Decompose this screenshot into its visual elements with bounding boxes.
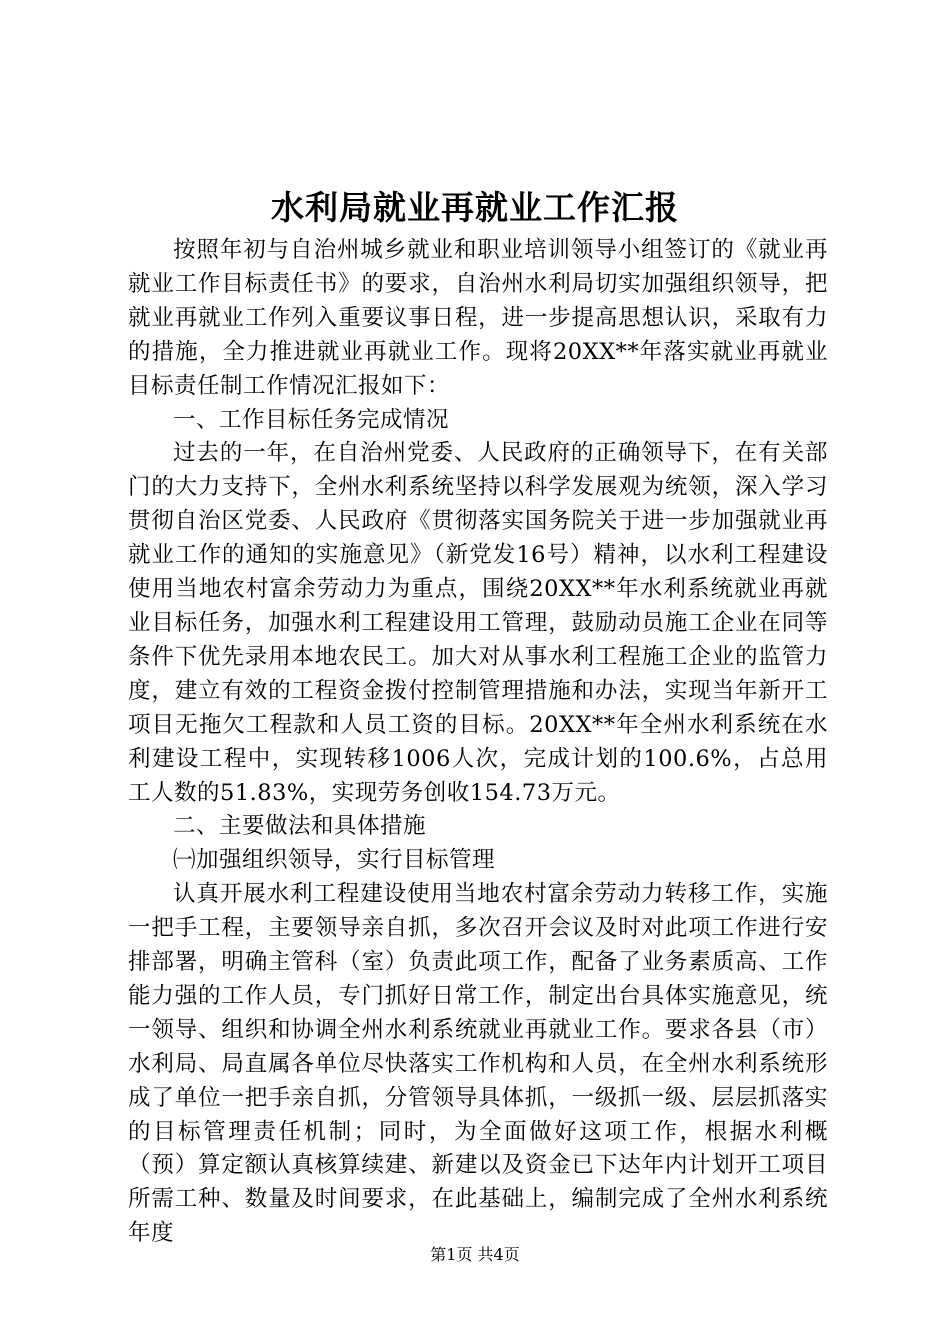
document-title: 水利局就业再就业工作汇报 — [271, 188, 679, 227]
subsection-heading-1: ㈠加强组织领导，实行目标管理 — [173, 847, 496, 874]
section-1-paragraph: 过去的一年，在自治州党委、人民政府的正确领导下，在有关部门的大力支持下，全州水利系统坚持以科学发展观为统领，深入学习贯彻自治区党委、人民政府《贯彻落实国务院关于进一步加强就业再就业工作的通知的实施意见》（新党发16号）精神，以水利工程建设使用当地农村富余劳动力为重点，围绕20XX**年水利系统就业再就业目标任务，加强水利工程建设用工管理，鼓励动员施工企业在同等条件下优先录用本地农民工。加大对从事水利工程施工企业的监管力度，建立有效的工程资金拨付控制管理措施和办法，实现当年新开工项目无拖欠工程款和人员工资的目标。20XX**年全州水利系统在水利建设工程中，实现转移1006人次，完成计划的100.6%，占总用工人数的51.83%，实现劳务创收154.73万元。 — [128, 440, 828, 806]
section-heading-1: 一、工作目标任务完成情况 — [173, 406, 450, 433]
intro-paragraph: 按照年初与自治州城乡就业和职业培训领导小组签订的《就业再就业工作目标责任书》的要求，自治州水利局切实加强组织领导，把就业再就业工作列入重要议事日程，进一步提高思想认识，采取有力的措施，全力推进就业再就业工作。现将20XX**年落实就业再就业目标责任制工作情况汇报如下： — [128, 237, 828, 399]
document-body — [128, 234, 828, 1251]
page-footer: 第1页 共4页 — [430, 1245, 520, 1264]
subsection-1-paragraph: 认真开展水利工程建设使用当地农村富余劳动力转移工作，实施一把手工程，主要领导亲自抓，多次召开会议及时对此项工作进行安排部署，明确主管科（室）负责此项工作，配备了业务素质高、工作能力强的工作人员，专门抓好日常工作，制定出台具体实施意见，统一领导、组织和协调全州水利系统就业再就业工作。要求各县（市）水利局、局直属各单位尽快落实工作机构和人员，在全州水利系统形成了单位一把手亲自抓，分管领导具体抓，一级抓一级、层层抓落实的目标管理责任机制；同时，为全面做好这项工作，根据水利概（预）算定额认真核算续建、新建以及资金已下达年内计划开工项目所需工种、数量及时间要求，在此基础上，编制完成了全州水利系统年度 — [128, 881, 828, 1247]
section-heading-2: 二、主要做法和具体措施 — [173, 813, 427, 840]
